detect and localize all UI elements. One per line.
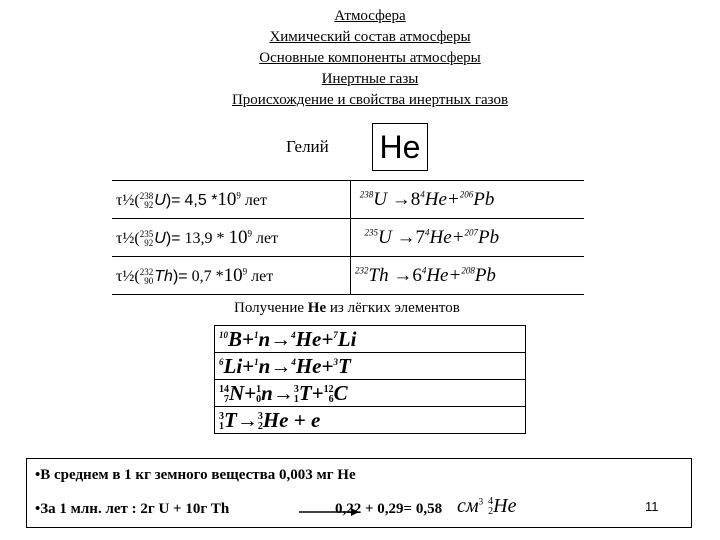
light-reactions-table <box>214 325 526 434</box>
light-title-bold: He <box>307 300 327 316</box>
coefficient: 6 <box>412 264 422 286</box>
parent-mass: 235 <box>364 227 378 238</box>
mass-number: 3 <box>219 410 224 422</box>
info-line-2: •За 1 млн. лет : 2г U + 10г Th <box>35 501 230 517</box>
reaction-cell: $^{10}$B+$^1$n→$^4$He+$^7$Li <box>215 326 526 353</box>
nuclide-symbol: U <box>154 229 166 247</box>
parent-symbol: U <box>378 226 392 248</box>
element-symbol-box: He <box>372 123 428 171</box>
decay-reaction-cell <box>351 257 585 295</box>
equals-sign: )= <box>172 267 188 285</box>
decay-row <box>112 219 584 257</box>
nuclide-symbol: Th <box>154 267 173 285</box>
reaction-row <box>215 326 526 353</box>
arrow-icon: → <box>393 264 413 286</box>
half-life-cell <box>112 219 351 257</box>
power-base: 10 <box>228 226 248 248</box>
arrow-icon: → <box>236 407 258 432</box>
reaction-cell: $^6$Li+$^1$n→$^4$He+$^3$T <box>215 353 526 380</box>
light-title-suffix: из лёгких элементов <box>326 300 460 316</box>
mass-number: 1 <box>254 356 259 367</box>
reaction-row <box>215 380 526 407</box>
unit-text: см <box>457 495 479 517</box>
breadcrumb-link-chemical-composition[interactable]: Химический состав атмосферы <box>269 29 471 45</box>
info-box <box>26 458 692 528</box>
reaction-cell: 3 1T→3 2He + e <box>215 407 526 434</box>
reactant-symbol: B <box>228 326 243 351</box>
power-exponent: 9 <box>247 228 252 239</box>
half-life-value: 13,9 * <box>184 229 225 247</box>
parent-mass: 238 <box>359 189 374 200</box>
daughter-mass: 206 <box>459 189 474 200</box>
decay-table <box>112 180 584 295</box>
mass-number: 4 <box>291 356 296 367</box>
mass-number: 12 <box>323 383 334 395</box>
equals-sign: )= <box>165 229 181 247</box>
product-symbol: T <box>337 353 351 378</box>
nucleon-numbers <box>219 385 229 405</box>
daughter-symbol: Pb <box>477 226 500 248</box>
daughter-symbol: Pb <box>474 264 496 286</box>
isotope-numbers <box>140 192 154 210</box>
mass-number: 238 <box>139 190 154 201</box>
nucleon-numbers <box>324 385 334 405</box>
reaction-row <box>215 407 526 434</box>
power-exponent: 9 <box>242 266 248 277</box>
he-symbol: He <box>426 264 449 286</box>
mass-number: 10 <box>219 329 228 340</box>
plus-sign: + <box>451 226 465 248</box>
equals-sign: )= <box>165 191 181 209</box>
he-mass: 4 <box>421 265 427 276</box>
reactant-symbol: T <box>224 407 237 432</box>
mass-number: 235 <box>139 228 154 239</box>
plus-sign: + <box>446 188 460 210</box>
atomic-number: 92 <box>144 237 154 248</box>
mass-number: 7 <box>333 329 338 340</box>
arrow-icon: → <box>272 380 294 405</box>
atomic-number: 1 <box>219 420 224 432</box>
coefficient: 8 <box>410 188 421 210</box>
decay-reaction-cell <box>351 219 585 257</box>
parent-mass: 232 <box>355 265 369 276</box>
breadcrumb <box>0 6 720 111</box>
product-symbol: C <box>333 380 348 405</box>
unit-exponent: 3 <box>478 496 484 507</box>
atomic-number: 7 <box>224 393 229 405</box>
mass-number: 4 <box>291 329 296 340</box>
half-life-symbol: τ½( <box>116 191 140 209</box>
he-mass: 4 <box>424 227 430 238</box>
mass-number: 1 <box>253 329 259 340</box>
he-symbol: He <box>429 226 452 248</box>
mass-number: 3 <box>333 356 338 367</box>
he-mass: 4 <box>420 189 425 200</box>
power-base: 10 <box>217 188 237 210</box>
he-symbol: He <box>493 495 517 517</box>
atomic-number: 2 <box>257 420 263 432</box>
electron-symbol: e <box>310 407 321 432</box>
breadcrumb-link-inert-gases[interactable]: Инертные газы <box>321 71 419 87</box>
decay-row <box>112 257 584 295</box>
decay-reaction-cell <box>351 181 585 219</box>
atomic-number: 1 <box>293 393 299 405</box>
mass-number: 4 <box>488 496 494 508</box>
half-life-unit: лет <box>256 229 279 247</box>
half-life-unit: лет <box>244 191 267 209</box>
product-symbol: He <box>295 353 322 378</box>
arrow-icon: → <box>391 188 411 210</box>
half-life-symbol: τ½( <box>116 267 140 285</box>
atomic-number: 90 <box>144 275 154 286</box>
product-symbol: Li <box>337 326 357 351</box>
mass-number: 3 <box>293 383 299 395</box>
product-symbol: He <box>295 326 322 351</box>
half-life-cell <box>112 181 351 219</box>
element-name: Гелий <box>286 137 329 156</box>
info-unit <box>457 495 516 518</box>
atomic-number: 6 <box>328 393 334 405</box>
plus-sign: + <box>448 264 462 286</box>
isotope-numbers <box>140 230 154 248</box>
breadcrumb-link-main-components[interactable]: Основные компоненты атмосферы <box>259 50 481 66</box>
reactant-symbol: n <box>258 353 271 378</box>
mass-number: 232 <box>139 266 154 277</box>
power-base: 10 <box>223 264 243 286</box>
he-symbol: He <box>424 188 447 210</box>
half-life-value: 0,7 * <box>191 267 224 285</box>
nuclide-symbol: U <box>154 191 166 209</box>
product-symbol: He <box>262 407 289 432</box>
reaction-row <box>215 353 526 380</box>
product-symbol: T <box>298 380 312 405</box>
breadcrumb-link-origin-properties[interactable]: Происхождение и свойства инертных газов <box>231 92 509 108</box>
arrow-icon: → <box>270 326 292 351</box>
reactant-symbol: N <box>229 380 245 405</box>
daughter-mass: 207 <box>464 227 478 238</box>
mass-number: 3 <box>257 410 263 422</box>
atomic-number: 0 <box>256 393 262 405</box>
mass-number: 6 <box>219 356 224 367</box>
half-life-value: 4,5 * <box>184 191 218 209</box>
light-elements-title <box>234 300 460 317</box>
info-line-1: •В среднем в 1 кг земного вещества 0,003 мг Не <box>35 467 356 483</box>
arrow-icon: → <box>270 353 292 378</box>
coefficient: 7 <box>415 226 425 248</box>
mass-number: 1 <box>256 383 262 395</box>
arrow-icon: → <box>396 226 416 248</box>
parent-symbol: Th <box>368 264 389 286</box>
atomic-number: 92 <box>144 199 154 210</box>
breadcrumb-link-atmosphere[interactable]: Атмосфера <box>334 8 406 24</box>
reactant-symbol: Li <box>223 353 243 378</box>
half-life-cell <box>112 257 351 295</box>
parent-symbol: U <box>373 188 387 210</box>
reactant-symbol: n <box>258 326 271 351</box>
half-life-unit: лет <box>251 267 274 285</box>
atomic-number: 2 <box>488 506 494 518</box>
daughter-mass: 208 <box>461 265 475 276</box>
light-title-prefix: Получение <box>234 300 308 316</box>
isotope-numbers <box>140 268 154 286</box>
mass-number: 14 <box>219 383 229 395</box>
page-number: 11 <box>645 499 659 514</box>
daughter-symbol: Pb <box>473 188 495 210</box>
reactant-symbol: n <box>261 380 273 405</box>
half-life-symbol: τ½( <box>116 229 140 247</box>
reaction-cell: 14 7N+1 0n→3 1T+12 6C <box>215 380 526 407</box>
decay-row <box>112 181 584 219</box>
power-exponent: 9 <box>236 190 241 201</box>
info-result: 0,22 + 0,29= 0,58 <box>335 501 443 517</box>
